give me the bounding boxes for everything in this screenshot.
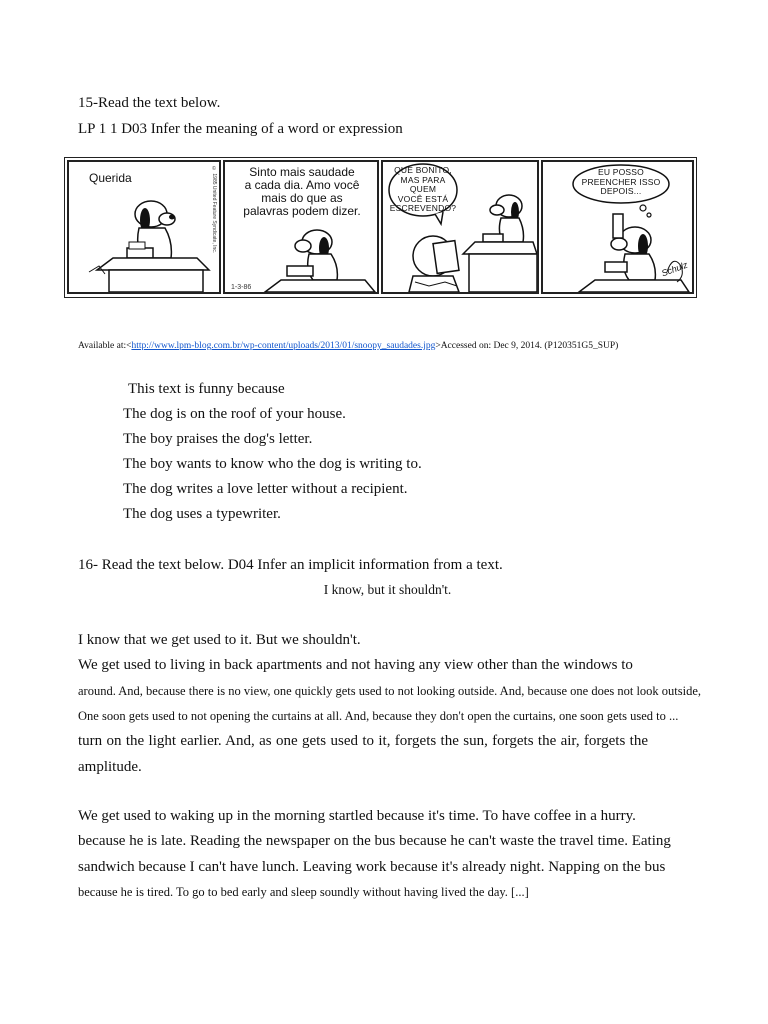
q16-text-line: We get used to waking up in the morning startled because it's time. To have coffee in a hurry. — [78, 808, 636, 824]
source-suffix: >Accessed on: Dec 9, 2014. (P120351G5_SUP) — [435, 341, 619, 351]
q16-text-line: because he is tired. To go to bed early and sleep soundly without having lived the day. [...] — [78, 885, 529, 899]
comic-panel-3 — [381, 160, 539, 294]
artist-signature: Schulz — [660, 259, 689, 279]
panel1-date: 1-3-86 — [231, 284, 252, 291]
q15-heading: 15-Read the text below. — [78, 95, 221, 111]
q16-text-line: because he is late. Reading the newspaper on the bus because he can't waste the travel time. Eating — [78, 833, 671, 849]
panel1-copyright: © 1985 United Feature Syndicate, Inc. — [211, 166, 217, 254]
source-citation — [78, 337, 618, 355]
q16-text-line: One soon gets used to not opening the curtains at all. And, because they don't open the curtains, one soon gets used to ... — [78, 709, 679, 723]
q16-text-line: around. And, because there is no view, one quickly gets used to not looking outside. And, because one does not look outside, — [78, 684, 702, 698]
q16-text-line: amplitude. — [78, 759, 142, 775]
q16-text-line: I know that we get used to it. But we shouldn't. — [78, 632, 361, 648]
source-prefix: Available at:< — [78, 341, 132, 351]
q16-text-line: turn on the light earlier. And, as one gets used to it, forgets the sun, forgets the air, forgets the — [78, 733, 648, 749]
snoopy-comic-strip — [64, 157, 697, 298]
panel4-bubble-text: EU POSSO PREENCHER ISSO DEPOIS... — [581, 167, 661, 196]
q16-text-title: I know, but it shouldn't. — [323, 582, 452, 597]
panel2-text: Sinto mais saudade a cada dia. Amo você mais do que as palavras podem dizer. — [243, 165, 361, 218]
panel3-bubble-text: QUE BONITO, MAS PARA QUEM VOCÊ ESTÁ ESCREVENDO? — [389, 165, 457, 213]
comic-panel-2 — [223, 160, 379, 294]
source-link[interactable]: http://www.lpm-blog.com.br/wp-content/uploads/2013/01/snoopy_saudades.jpg — [131, 341, 436, 351]
q16-text-line: We get used to living in back apartments and not having any view other than the windows to — [78, 657, 633, 673]
q16-heading: 16- Read the text below. D04 Infer an implicit information from a text. — [78, 557, 503, 573]
q15-descriptor: LP 1 1 D03 Infer the meaning of a word or expression — [78, 121, 403, 137]
q16-text-line: sandwich because I can't have lunch. Leaving work because it's already night. Napping on the bus — [78, 859, 666, 875]
q15-option: The dog writes a love letter without a recipient. — [123, 481, 408, 497]
panel1-caption: Querida — [89, 171, 132, 185]
q15-option: The dog uses a typewriter. — [123, 506, 281, 522]
snoopy-typing-illustration — [69, 162, 219, 292]
q15-stem: This text is funny because — [128, 381, 285, 397]
q15-option: The boy wants to know who the dog is writing to. — [123, 456, 422, 472]
q15-option: The dog is on the roof of your house. — [123, 406, 346, 422]
comic-panel-1 — [67, 160, 221, 294]
comic-panel-4 — [541, 160, 694, 294]
q15-option: The boy praises the dog's letter. — [123, 431, 313, 447]
snoopy-typing-illustration — [225, 162, 377, 292]
